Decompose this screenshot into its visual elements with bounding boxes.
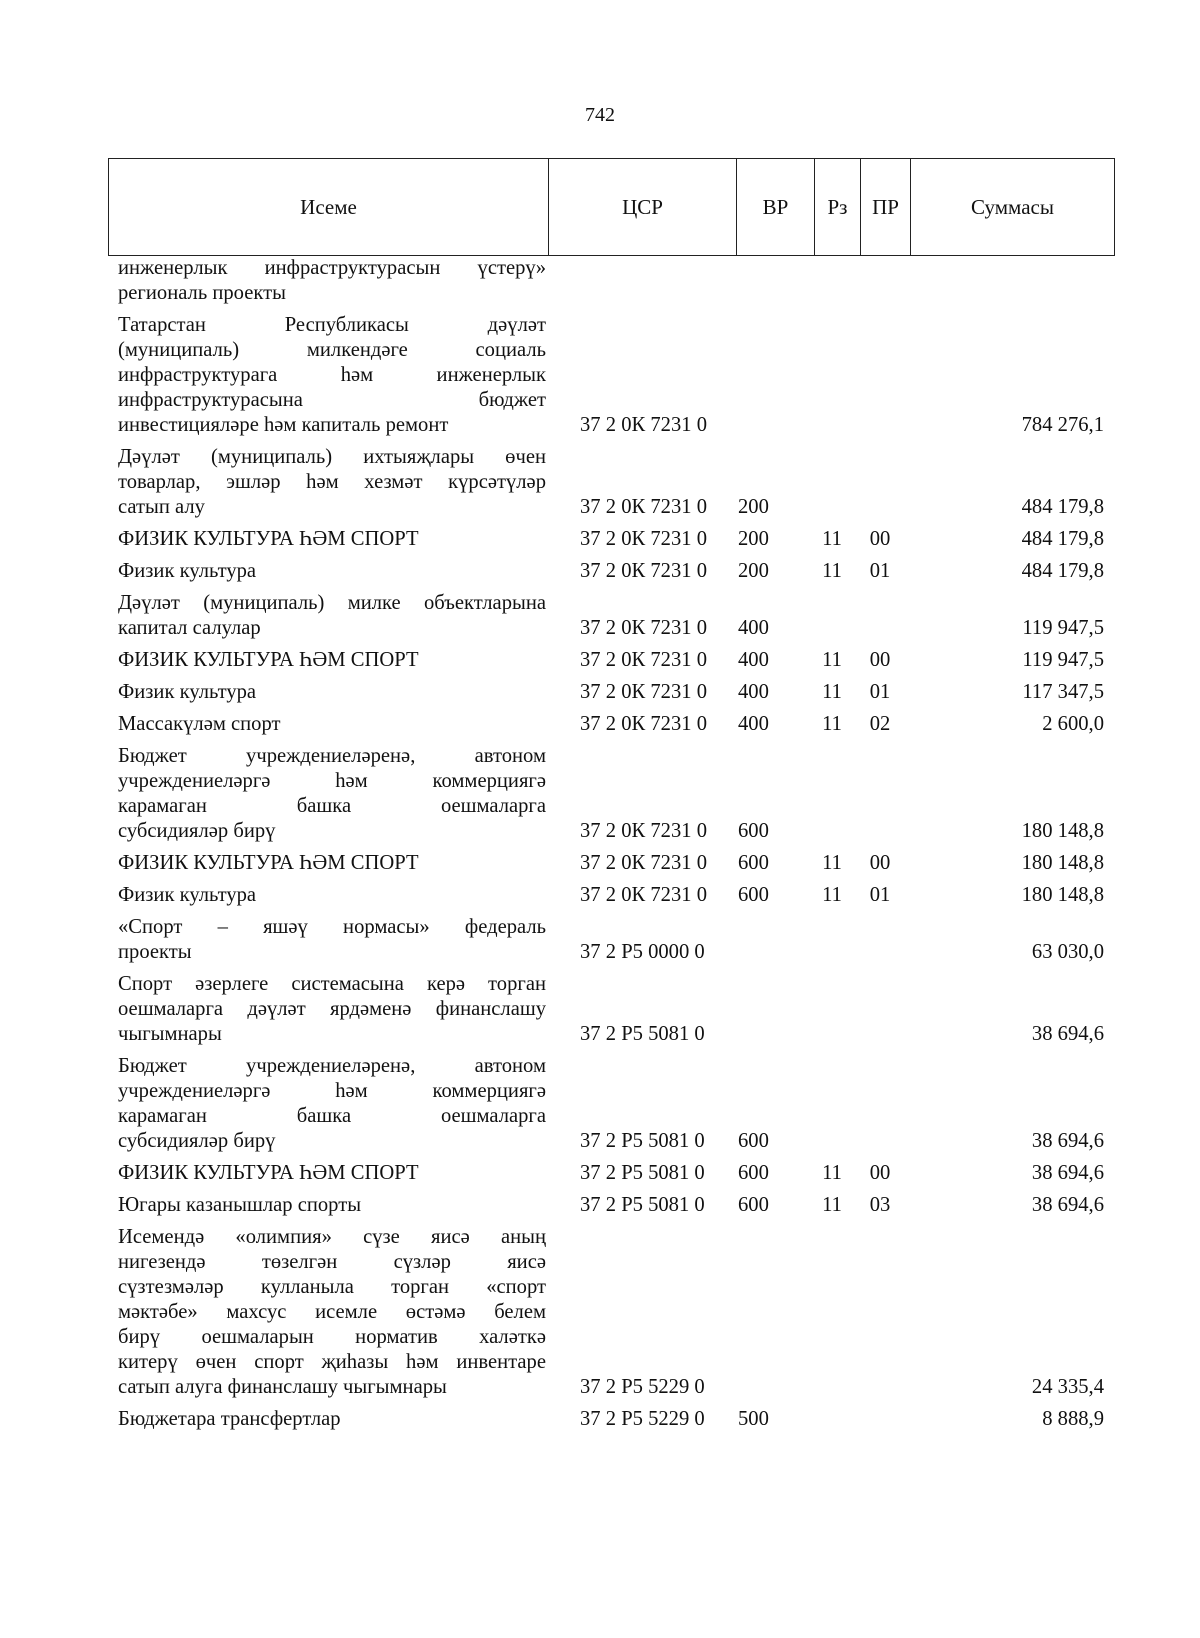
cell-vr: 400 bbox=[738, 649, 769, 671]
cell-name bbox=[118, 256, 546, 306]
cell-rz: 11 bbox=[822, 852, 842, 874]
name-line: ФИЗИК КУЛЬТУРА ҺӘМ СПОРТ bbox=[118, 649, 419, 671]
name-line: карамаган башка оешмаларга bbox=[118, 1105, 546, 1127]
name-line: нигезендә төзелгән сүзләр яисә bbox=[118, 1251, 546, 1273]
cell-sum: 484 179,8 bbox=[1021, 496, 1104, 518]
cell-rz: 11 bbox=[822, 560, 842, 582]
cell-rz: 11 bbox=[822, 649, 842, 671]
cell-sum: 117 347,5 bbox=[1022, 681, 1104, 703]
cell-csr: 37 2 0К 7231 0 bbox=[580, 496, 708, 518]
cell-vr: 200 bbox=[738, 496, 769, 518]
cell-csr: 37 2 0К 7231 0 bbox=[580, 820, 708, 842]
cell-pr: 00 bbox=[869, 852, 891, 874]
table-row bbox=[118, 527, 1104, 552]
cell-name bbox=[118, 1407, 546, 1432]
cell-name bbox=[118, 591, 546, 641]
cell-vr: 400 bbox=[738, 713, 769, 735]
name-line: сатып алуга финанслашу чыгымнары bbox=[118, 1376, 447, 1398]
column-header-csr: ЦСР bbox=[549, 159, 737, 256]
name-line: региональ проекты bbox=[118, 282, 286, 304]
table-row bbox=[118, 1054, 1104, 1154]
cell-rz: 11 bbox=[822, 681, 842, 703]
cell-vr: 500 bbox=[738, 1408, 769, 1430]
table-row bbox=[118, 591, 1104, 641]
table-row bbox=[118, 680, 1104, 705]
cell-vr: 200 bbox=[738, 528, 769, 550]
cell-name bbox=[118, 680, 546, 705]
cell-name bbox=[118, 1054, 546, 1154]
cell-csr: 37 2 Р5 5081 0 bbox=[580, 1130, 705, 1152]
cell-name bbox=[118, 648, 546, 673]
table-row bbox=[118, 256, 1104, 306]
cell-sum: 8 888,9 bbox=[1042, 1408, 1104, 1430]
cell-pr: 02 bbox=[869, 713, 891, 735]
name-line: мәктәбе» махсус исемле өстәмә белем bbox=[118, 1301, 546, 1323]
name-line: Бюджет учреждениеләренә, автоном bbox=[118, 1055, 546, 1077]
cell-csr: 37 2 0К 7231 0 bbox=[580, 617, 708, 639]
cell-pr: 00 bbox=[869, 1162, 891, 1184]
cell-name bbox=[118, 915, 546, 965]
cell-csr: 37 2 Р5 5081 0 bbox=[580, 1194, 705, 1216]
name-line: инженерлык инфраструктурасын үстерү» bbox=[118, 257, 546, 279]
table-row bbox=[118, 648, 1104, 673]
cell-rz: 11 bbox=[822, 528, 842, 550]
table-header bbox=[108, 158, 1115, 256]
cell-name bbox=[118, 445, 546, 520]
name-line: Бюджетара трансфертлар bbox=[118, 1408, 341, 1430]
name-line: учреждениеләргә һәм коммерциягә bbox=[118, 770, 546, 792]
name-line: Дәүләт (муниципаль) милке объектларына bbox=[118, 592, 546, 614]
table-row bbox=[118, 445, 1104, 520]
cell-sum: 180 148,8 bbox=[1021, 852, 1104, 874]
column-header-name: Исеме bbox=[109, 159, 549, 256]
cell-vr: 600 bbox=[738, 884, 769, 906]
name-line: Спорт әзерлеге системасына керә торган bbox=[118, 973, 546, 995]
cell-rz: 11 bbox=[822, 713, 842, 735]
cell-rz: 11 bbox=[822, 1194, 842, 1216]
cell-sum: 38 694,6 bbox=[1031, 1023, 1104, 1045]
column-header-rz: Рз bbox=[815, 159, 861, 256]
cell-vr: 400 bbox=[738, 681, 769, 703]
cell-sum: 484 179,8 bbox=[1021, 528, 1104, 550]
name-line: учреждениеләргә һәм коммерциягә bbox=[118, 1080, 546, 1102]
name-line: Югары казанышлар спорты bbox=[118, 1194, 362, 1216]
cell-name bbox=[118, 527, 546, 552]
name-line: ФИЗИК КУЛЬТУРА ҺӘМ СПОРТ bbox=[118, 852, 419, 874]
cell-csr: 37 2 Р5 5081 0 bbox=[580, 1023, 705, 1045]
cell-sum: 119 947,5 bbox=[1022, 617, 1104, 639]
cell-pr: 01 bbox=[869, 681, 891, 703]
name-line: оешмаларга дәүләт ярдәменә финанслашу bbox=[118, 998, 546, 1020]
name-line: проекты bbox=[118, 941, 192, 963]
table-row bbox=[118, 744, 1104, 844]
table-row bbox=[118, 972, 1104, 1047]
name-line: Физик культура bbox=[118, 681, 257, 703]
cell-vr: 600 bbox=[738, 852, 769, 874]
name-line: инфраструктурага һәм инженерлык bbox=[118, 364, 546, 386]
column-header-sum: Суммасы bbox=[911, 159, 1115, 256]
table-row bbox=[118, 313, 1104, 438]
name-line: инфраструктурасына бюджет bbox=[118, 389, 546, 411]
cell-sum: 484 179,8 bbox=[1021, 560, 1104, 582]
name-line: Физик культура bbox=[118, 884, 257, 906]
cell-name bbox=[118, 972, 546, 1047]
cell-csr: 37 2 0К 7231 0 bbox=[580, 713, 708, 735]
name-line: чыгымнары bbox=[118, 1023, 222, 1045]
column-header-vr: ВР bbox=[737, 159, 815, 256]
cell-vr: 600 bbox=[738, 1194, 769, 1216]
cell-csr: 37 2 0К 7231 0 bbox=[580, 414, 708, 436]
cell-sum: 38 694,6 bbox=[1031, 1130, 1104, 1152]
cell-vr: 600 bbox=[738, 1130, 769, 1152]
cell-sum: 180 148,8 bbox=[1021, 884, 1104, 906]
cell-csr: 37 2 0К 7231 0 bbox=[580, 884, 708, 906]
cell-sum: 38 694,6 bbox=[1031, 1162, 1104, 1184]
cell-vr: 200 bbox=[738, 560, 769, 582]
cell-name bbox=[118, 1225, 546, 1400]
name-line: Физик культура bbox=[118, 560, 257, 582]
name-line: Массакүләм спорт bbox=[118, 713, 281, 735]
cell-name bbox=[118, 851, 546, 876]
name-line: ФИЗИК КУЛЬТУРА ҺӘМ СПОРТ bbox=[118, 1162, 419, 1184]
name-line: китерү өчен спорт җиһазы һәм инвентаре bbox=[118, 1351, 546, 1373]
cell-csr: 37 2 Р5 5229 0 bbox=[580, 1408, 705, 1430]
cell-csr: 37 2 0К 7231 0 bbox=[580, 681, 708, 703]
table-row bbox=[118, 883, 1104, 908]
cell-csr: 37 2 Р5 0000 0 bbox=[580, 941, 705, 963]
cell-csr: 37 2 0К 7231 0 bbox=[580, 560, 708, 582]
cell-rz: 11 bbox=[822, 884, 842, 906]
cell-pr: 01 bbox=[869, 884, 891, 906]
cell-csr: 37 2 Р5 5081 0 bbox=[580, 1162, 705, 1184]
cell-name bbox=[118, 559, 546, 584]
name-line: ФИЗИК КУЛЬТУРА ҺӘМ СПОРТ bbox=[118, 528, 419, 550]
cell-sum: 63 030,0 bbox=[1031, 941, 1104, 963]
cell-name bbox=[118, 313, 546, 438]
name-line: товарлар, эшләр һәм хезмәт күрсәтүләр bbox=[118, 471, 546, 493]
table-row bbox=[118, 1407, 1104, 1432]
name-line: инвестицияләре һәм капиталь ремонт bbox=[118, 414, 449, 436]
cell-vr: 600 bbox=[738, 1162, 769, 1184]
name-line: субсидияләр бирү bbox=[118, 820, 276, 842]
table-row bbox=[118, 559, 1104, 584]
name-line: карамаган башка оешмаларга bbox=[118, 795, 546, 817]
cell-pr: 01 bbox=[869, 560, 891, 582]
page-number: 742 bbox=[585, 104, 615, 126]
table-row bbox=[118, 915, 1104, 965]
cell-name bbox=[118, 1193, 546, 1218]
cell-vr: 400 bbox=[738, 617, 769, 639]
cell-sum: 38 694,6 bbox=[1031, 1194, 1104, 1216]
name-line: Исемендә «олимпия» сүзе яисә аның bbox=[118, 1226, 546, 1248]
table-body bbox=[118, 256, 1104, 1439]
name-line: бирү оешмаларын норматив халәткә bbox=[118, 1326, 546, 1348]
cell-csr: 37 2 0К 7231 0 bbox=[580, 649, 708, 671]
name-line: Татарстан Республикасы дәүләт bbox=[118, 314, 546, 336]
cell-name bbox=[118, 744, 546, 844]
cell-pr: 03 bbox=[869, 1194, 891, 1216]
cell-sum: 119 947,5 bbox=[1022, 649, 1104, 671]
cell-rz: 11 bbox=[822, 1162, 842, 1184]
table-row bbox=[118, 1193, 1104, 1218]
cell-name bbox=[118, 712, 546, 737]
name-line: «Спорт – яшәү нормасы» федераль bbox=[118, 916, 546, 938]
name-line: (муниципаль) милкендәге социаль bbox=[118, 339, 546, 361]
name-line: сатып алу bbox=[118, 496, 205, 518]
cell-pr: 00 bbox=[869, 528, 891, 550]
cell-sum: 180 148,8 bbox=[1021, 820, 1104, 842]
table-row bbox=[118, 851, 1104, 876]
cell-sum: 784 276,1 bbox=[1021, 414, 1104, 436]
cell-sum: 2 600,0 bbox=[1042, 713, 1104, 735]
cell-pr: 00 bbox=[869, 649, 891, 671]
table-row bbox=[118, 712, 1104, 737]
cell-csr: 37 2 Р5 5229 0 bbox=[580, 1376, 705, 1398]
table-row bbox=[118, 1225, 1104, 1400]
name-line: капитал салулар bbox=[118, 617, 261, 639]
cell-vr: 600 bbox=[738, 820, 769, 842]
table-row bbox=[118, 1161, 1104, 1186]
name-line: сүзтезмәләр кулланыла торган «спорт bbox=[118, 1276, 546, 1298]
cell-sum: 24 335,4 bbox=[1031, 1376, 1104, 1398]
name-line: Дәүләт (муниципаль) ихтыяҗлары өчен bbox=[118, 446, 546, 468]
name-line: субсидияләр бирү bbox=[118, 1130, 276, 1152]
cell-name bbox=[118, 883, 546, 908]
cell-csr: 37 2 0К 7231 0 bbox=[580, 852, 708, 874]
column-header-pr: ПР bbox=[861, 159, 911, 256]
cell-csr: 37 2 0К 7231 0 bbox=[580, 528, 708, 550]
name-line: Бюджет учреждениеләренә, автоном bbox=[118, 745, 546, 767]
cell-name bbox=[118, 1161, 546, 1186]
